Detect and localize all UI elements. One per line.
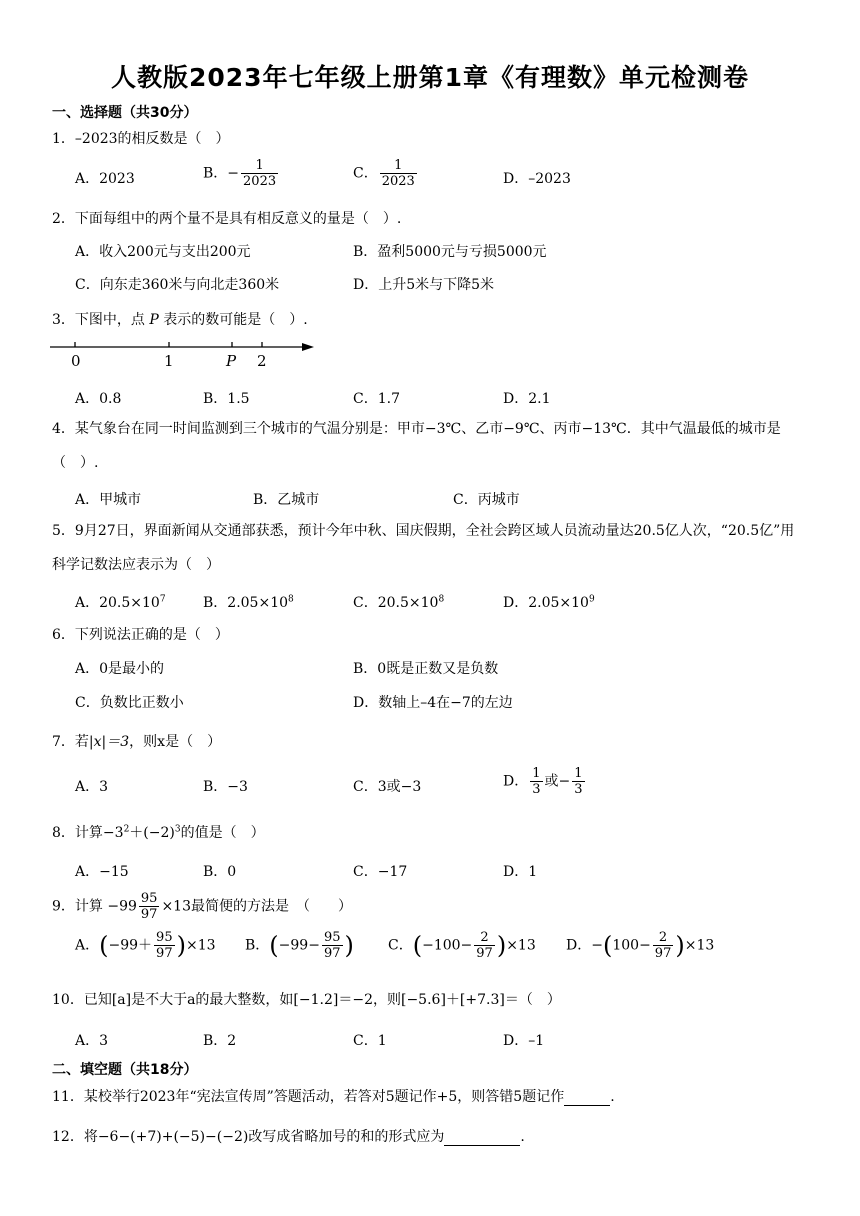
q1-option-d: D．–2023 [503, 171, 571, 187]
question-12-stem: 12．将−6−(+7)+(−5)−(−2)改写成省略加号的和的形式应为 . [52, 1129, 525, 1145]
question-1-stem: 1．–2023的相反数是（ ） [52, 131, 230, 147]
q3-option-a: A．0.8 [75, 391, 122, 407]
q2-option-a: A．收入200元与支出200元 [75, 244, 251, 260]
question-7-stem: 7．若|x|＝3，则x是（ ） [52, 734, 222, 750]
q6-option-d: D．数轴上–4在−7的左边 [353, 695, 513, 711]
q8-option-a: A．−15 [75, 864, 129, 880]
q2-option-d: D．上升5米与下降5米 [353, 277, 495, 293]
q9-option-d: D．−(100− $\frac{2}{97}$ )×13 [566, 930, 715, 961]
q8-option-d: D．1 [503, 864, 538, 880]
section-heading-choice: 一、选择题（共30分） [52, 105, 198, 121]
q5-option-b: B．$2.05\times 10^8$ [203, 594, 294, 611]
q1-option-a: A．2023 [75, 171, 135, 187]
q5-option-c: C．$20.5\times 10^8$ [353, 594, 445, 611]
answer-blank-11[interactable] [564, 1089, 610, 1106]
answer-blank-12[interactable] [444, 1129, 520, 1146]
question-10-stem: 10．已知[a]是不大于a的最大整数，如[−1.2]＝−2，则[−5.6]＋[+7.3]＝（ ） [52, 992, 561, 1008]
q10-option-b: B．2 [203, 1033, 237, 1049]
number-line [50, 335, 320, 373]
tick-label-p: P [226, 352, 237, 370]
q10-option-c: C．1 [353, 1033, 387, 1049]
q9-option-b: B．(−99− $\frac{95}{97}$ ) [245, 930, 354, 961]
q6-option-c: C．负数比正数小 [75, 695, 184, 711]
q4-option-a: A．甲城市 [75, 492, 142, 508]
question-9-stem: 9．计算 −99 $\frac{95}{97}$ ×13最简便的方法是 （ ） [52, 891, 352, 922]
section-heading-fill: 二、填空题（共18分） [52, 1062, 198, 1078]
q3-option-b: B．1.5 [203, 391, 250, 407]
question-6-stem: 6．下列说法正确的是（ ） [52, 627, 229, 643]
q5-option-d: D．$2.05\times 10^9$ [503, 594, 595, 611]
q6-option-b: B．0既是正数又是负数 [353, 661, 499, 677]
q7-option-c: C．3或−3 [353, 779, 422, 795]
q3-option-c: C．1.7 [353, 391, 400, 407]
q8-option-c: C．−17 [353, 864, 408, 880]
q4-option-b: B．乙城市 [253, 492, 320, 508]
tick-label-2: 2 [257, 352, 267, 370]
q10-option-a: A．3 [75, 1033, 109, 1049]
question-4-stem: 4．某气象台在同一时间监测到三个城市的气温分别是：甲市−3℃、乙市−9℃、丙市−13℃．其中气温最低的城市是（ ）. [52, 421, 781, 471]
q10-option-d: D．–1 [503, 1033, 545, 1049]
question-8-stem: 8．计算$-3^2+(-2)^3$的值是（ ） [52, 824, 265, 841]
q7-option-d: D． $\frac{1}{3}$ 或− $\frac{1}{3}$ [503, 766, 583, 797]
q1-option-b: B．− $\frac{1}{2023}$ [203, 158, 277, 189]
q9-option-c: C．(−100− $\frac{2}{97}$ )×13 [388, 930, 536, 961]
question-5-stem: 5．9月27日，界面新闻从交通部获悉，预计今年中秋、国庆假期，全社会跨区域人员流动量达20.5亿人次，“20.5亿”用科学记数法应表示为（ ） [52, 523, 795, 573]
q7-option-b: B．−3 [203, 779, 248, 795]
q8-option-b: B．0 [203, 864, 237, 880]
q6-option-a: A．0是最小的 [75, 661, 165, 677]
question-3-stem: 3．下图中，点 P 表示的数可能是（ ）. [52, 312, 308, 328]
q7-option-a: A．3 [75, 779, 109, 795]
q2-option-b: B．盈利5000元与亏损5000元 [353, 244, 547, 260]
tick-label-0: 0 [71, 352, 81, 370]
q4-option-c: C．丙城市 [453, 492, 520, 508]
page-title: 人教版2023年七年级上册第1章《有理数》单元检测卷 [111, 63, 749, 92]
q9-option-a: A．(−99＋ $\frac{95}{97}$ )×13 [75, 930, 216, 961]
q3-option-d: D．2.1 [503, 391, 551, 407]
tick-label-1: 1 [164, 352, 174, 370]
question-2-stem: 2．下面每组中的两个量不是具有相反意义的量是（ ）. [52, 211, 402, 227]
q2-option-c: C．向东走360米与向北走360米 [75, 277, 280, 293]
q5-option-a: A．$20.5\times 10^7$ [75, 594, 166, 611]
q1-option-c: C． $\frac{1}{2023}$ [353, 158, 415, 189]
question-11-stem: 11．某校举行2023年“宪法宣传周”答题活动，若答对5题记作+5，则答错5题记作 . [52, 1089, 615, 1105]
